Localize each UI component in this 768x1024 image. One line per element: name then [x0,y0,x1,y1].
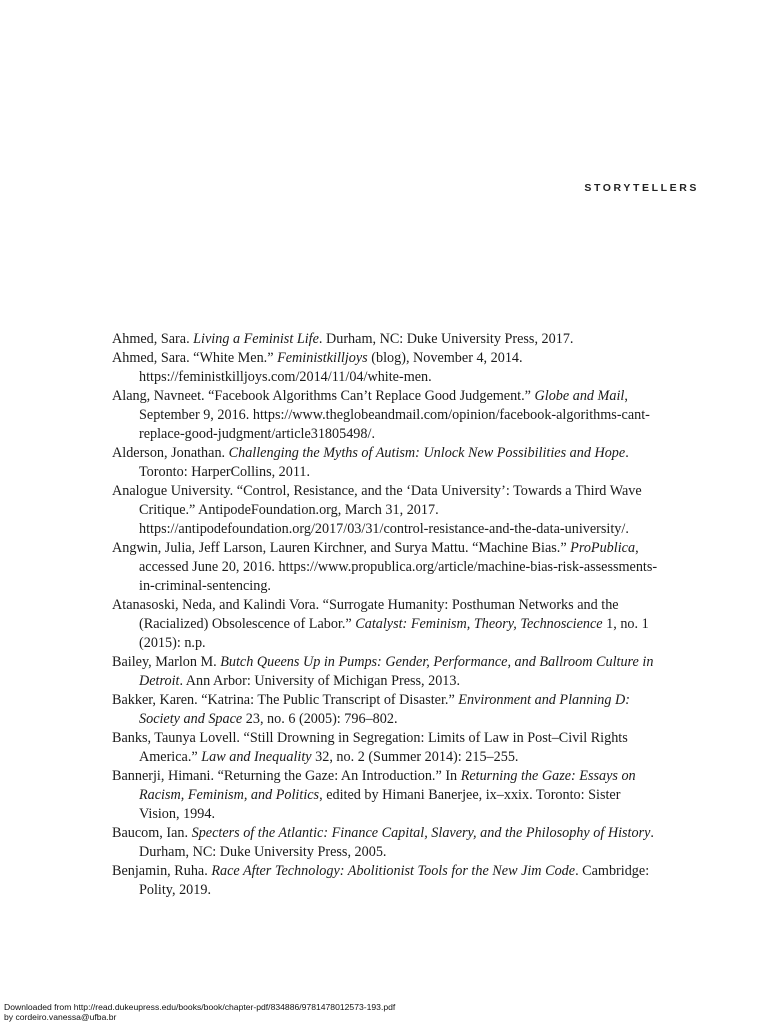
entry-title: Challenging the Myths of Autism: Unlock New Possibilities and Hope [228,445,626,461]
bibliography-entry [112,729,660,767]
entry-text: Baucom, Ian. [112,825,192,841]
entry-title: Globe and Mail [534,388,625,404]
entry-text: 32, no. 2 (Summer 2014): 215–255. [311,749,519,765]
bibliography-entry [112,349,660,387]
bibliography-entry [112,330,660,349]
entry-text: Alderson, Jonathan. [112,445,229,461]
bibliography-entry [112,691,660,729]
entry-text: , edited by Himani Banerjee, ix–xxix. Toronto: Sister Vision, 1994. [139,787,621,822]
bibliography-entry [112,862,660,900]
entry-title: Butch Queens Up in Pumps: Gender, Performance, and Ballroom Culture in Detroit [139,654,654,689]
entry-text: . Toronto: HarperCollins, 2011. [139,445,629,480]
entry-title: Living a Feminist Life [193,331,319,347]
entry-text: . Cambridge: Polity, 2019. [139,863,650,898]
entry-text: Ahmed, Sara. [112,331,194,347]
entry-title: Law and Inequality [201,749,312,765]
entry-text: , September 9, 2016. https://www.theglobeandmail.com/opinion/facebook-algorithms-cant-replace-good-judgment/article31805498/. [139,388,650,442]
bibliography-entry [112,444,660,482]
entry-text: Angwin, Julia, Jeff Larson, Lauren Kirchner, and Surya Mattu. “Machine Bias.” [112,540,571,556]
bibliography-entry [112,596,660,653]
entry-text: Ahmed, Sara. “White Men.” [112,350,278,366]
entry-text: (blog), November 4, 2014. https://feministkilljoys.com/2014/11/04/white-men. [139,350,523,385]
bibliography-entry [112,482,660,539]
entry-text: Banks, Taunya Lovell. “Still Drowning in Segregation: Limits of Law in Post–Civil Rights America.” [112,730,628,765]
entry-text: Bakker, Karen. “Katrina: The Public Transcript of Disaster.” [112,692,459,708]
running-head: STORYTELLERS [584,182,699,194]
bibliography-entry [112,767,660,824]
entry-text: . Durham, NC: Duke University Press, 2017. [318,331,574,347]
entry-text: 1, no. 1 (2015): n.p. [139,616,649,651]
bibliography-entry [112,653,660,691]
entry-text: Bailey, Marlon M. [112,654,221,670]
bibliography-entry [112,539,660,596]
entry-text: Atanasoski, Neda, and Kalindi Vora. “Surrogate Humanity: Posthuman Networks and the (Racialized) Obsolescence of Labor.” [112,597,619,632]
entry-title: ProPublica [570,540,636,556]
entry-title: Catalyst: Feminism, Theory, Technoscience [355,616,603,632]
entry-text: . Ann Arbor: University of Michigan Press, 2013. [179,673,461,689]
entry-text: . Durham, NC: Duke University Press, 2005. [139,825,654,860]
entry-title: Feministkilljoys [277,350,368,366]
entry-text: , accessed June 20, 2016. https://www.propublica.org/article/machine-bias-risk-assessments-in-criminal-sentencing. [139,540,658,594]
entry-title: Environment and Planning D: Society and Space [139,692,630,727]
bibliography-list [112,330,660,900]
entry-text: Analogue University. “Control, Resistance, and the ‘Data University’: Towards a Third Wave Critique.” AntipodeFoundation.org, March 31, 2017. https://antipodefoundation.org/2017/03/31/control-resistance-and-the-data-university/. [112,483,642,537]
bibliography-entry [112,387,660,444]
entry-text: Alang, Navneet. “Facebook Algorithms Can’t Replace Good Judgement.” [112,388,535,404]
entry-title: Specters of the Atlantic: Finance Capital, Slavery, and the Philosophy of History [191,825,651,841]
entry-title: Returning the Gaze: Essays on Racism, Feminism, and Politics [139,768,636,803]
download-user-line: by cordeiro.vanessa@ufba.br [4,1012,117,1022]
entry-title: Race After Technology: Abolitionist Tools for the New Jim Code [211,863,576,879]
download-source-line: Downloaded from http://read.dukeupress.edu/books/book/chapter-pdf/834886/9781478012573-193.pdf [4,1002,396,1012]
entry-text: Benjamin, Ruha. [112,863,212,879]
bibliography-entry [112,824,660,862]
entry-text: Bannerji, Himani. “Returning the Gaze: An Introduction.” In [112,768,461,784]
entry-text: 23, no. 6 (2005): 796–802. [242,711,398,727]
download-footer [4,1002,395,1022]
